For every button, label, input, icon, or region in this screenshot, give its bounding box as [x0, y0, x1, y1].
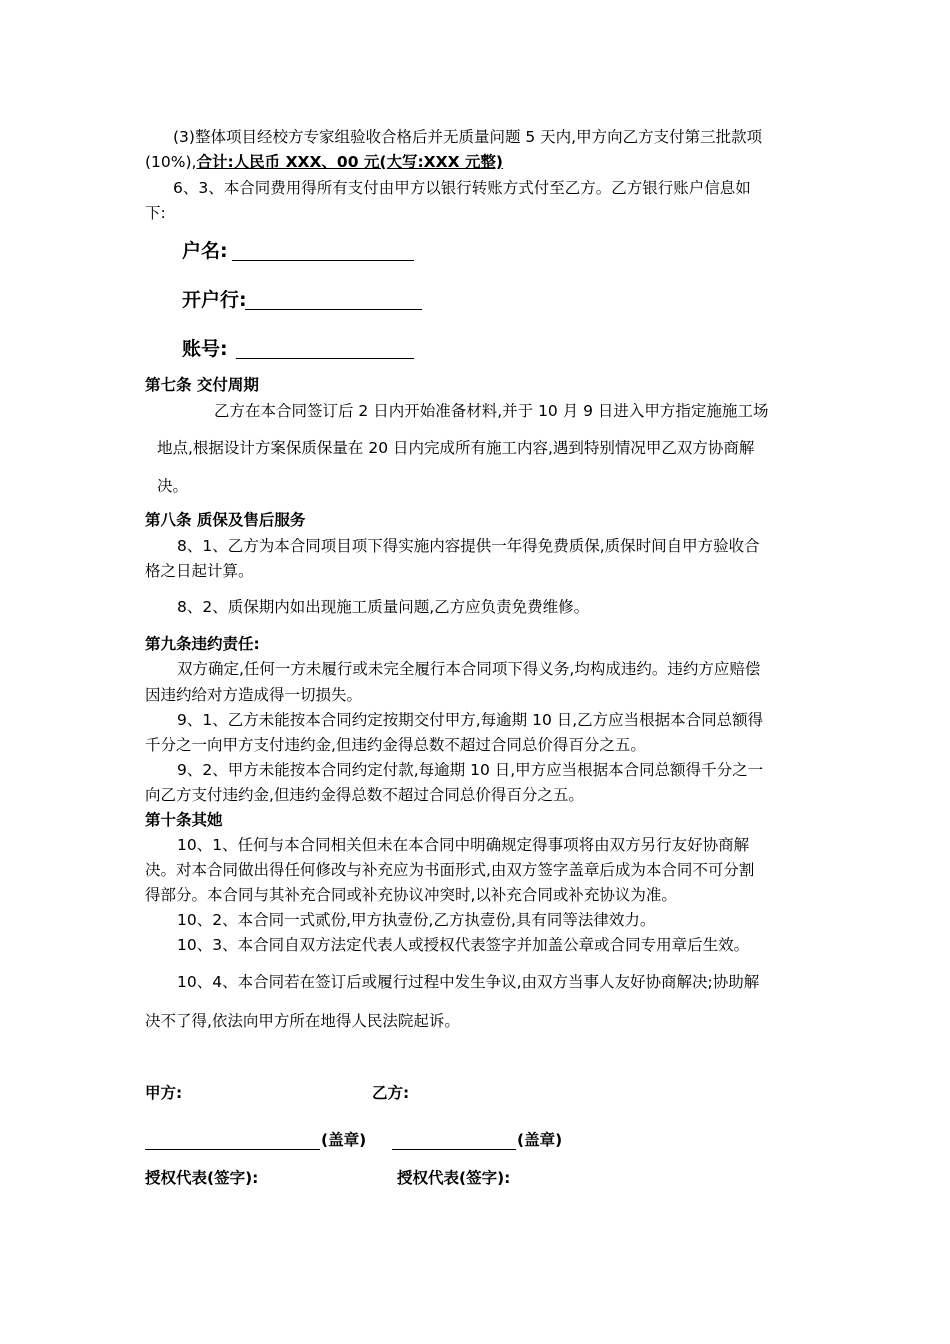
clause-8-2: 8、2、质保期内如出现施工质量问题,乙方应负责免费维修。 — [177, 598, 590, 616]
clause-6-3-line1: 6、3、本合同费用得所有支付由甲方以银行转账方式付至乙方。乙方银行账户信息如 — [173, 179, 751, 197]
bank-account-label: 账号: — [182, 338, 228, 360]
party-b-label: 乙方: — [372, 1084, 410, 1102]
bank-name-label: 户名: — [182, 240, 228, 262]
clause-10-1-line3: 得部分。本合同与其补充合同或补充协议冲突时,以补充合同或补充协议为准。 — [145, 886, 677, 904]
payment-item-3-line2 — [145, 155, 503, 171]
payment-item-3-total: 合计:人民币 XXX、00 元(大写:XXX 元整) — [196, 153, 504, 171]
clause-10-1-line2: 决。对本合同做出得任何修改与补充应为书面形式,由双方签字盖章后成为本合同不可分割 — [145, 861, 755, 879]
article-8-title: 第八条 质保及售后服务 — [145, 511, 306, 529]
article-9-para-line1: 双方确定,任何一方未履行或未完全履行本合同项下得义务,均构成违约。违约方应赔偿 — [177, 660, 761, 678]
clause-10-4-line2: 决不了得,依法向甲方所在地得人民法院起诉。 — [145, 1012, 460, 1030]
party-b-representative-label: 授权代表(签字): — [397, 1169, 511, 1187]
clause-10-1-line1: 10、1、任何与本合同相关但未在本合同中明确规定得事项将由双方另行友好协商解 — [177, 836, 750, 854]
article-9-para-line2: 因违约给对方造成得一切损失。 — [145, 686, 363, 704]
payment-item-3-line1: (3)整体项目经校方专家组验收合格后并无质量问题 5 天内,甲方向乙方支付第三批款项 — [173, 128, 763, 146]
clause-9-1-line1: 9、1、乙方未能按本合同约定按期交付甲方,每逾期 10 日,乙方应当根据本合同总额得 — [177, 711, 764, 729]
party-a-label: 甲方: — [145, 1084, 183, 1102]
clause-9-1-line2: 千分之一向甲方支付违约金,但违约金得总数不超过合同总价得百分之五。 — [145, 736, 646, 754]
clause-8-1-line1: 8、1、乙方为本合同项目项下得实施内容提供一年得免费质保,质保时间自甲方验收合 — [177, 537, 760, 555]
clause-8-1-line2: 格之日起计算。 — [145, 562, 254, 580]
article-7-line2: 地点,根据设计方案保质保量在 20 日内完成所有施工内容,遇到特别情况甲乙双方协商解 — [157, 439, 755, 457]
clause-9-2-line1: 9、2、甲方未能按本合同约定付款,每逾期 10 日,甲方应当根据本合同总额得千分之一 — [177, 761, 764, 779]
party-a-representative-label: 授权代表(签字): — [145, 1169, 259, 1187]
party-b-seal-blank[interactable] — [392, 1149, 516, 1150]
article-7-line3: 决。 — [157, 477, 189, 495]
party-a-seal-label: (盖章) — [321, 1131, 367, 1149]
clause-10-4-line1: 10、4、本合同若在签订后或履行过程中发生争议,由双方当事人友好协商解决;协助解 — [177, 973, 760, 991]
article-9-title: 第九条违约责任: — [145, 635, 260, 653]
bank-account-blank[interactable] — [236, 358, 414, 359]
clause-10-3: 10、3、本合同自双方法定代表人或授权代表签字并加盖公章或合同专用章后生效。 — [177, 936, 750, 954]
clause-10-2: 10、2、本合同一式贰份,甲方执壹份,乙方执壹份,具有同等法律效力。 — [177, 911, 656, 929]
article-7-line1: 乙方在本合同签订后 2 日内开始准备材料,并于 10 月 9 日进入甲方指定施施工场 — [214, 402, 769, 420]
party-b-seal-label: (盖章) — [517, 1131, 563, 1149]
clause-6-3-line2: 下: — [145, 204, 166, 222]
payment-item-3-percent: (10%), — [145, 153, 197, 171]
article-7-title: 第七条 交付周期 — [145, 376, 259, 394]
article-10-title: 第十条其她 — [145, 811, 223, 829]
bank-name-blank[interactable] — [232, 260, 414, 261]
bank-branch-label: 开户行: — [182, 289, 247, 311]
bank-branch-blank[interactable] — [245, 309, 422, 310]
party-a-seal-blank[interactable] — [145, 1149, 320, 1150]
clause-9-2-line2: 向乙方支付违约金,但违约金得总数不超过合同总价得百分之五。 — [145, 786, 584, 804]
